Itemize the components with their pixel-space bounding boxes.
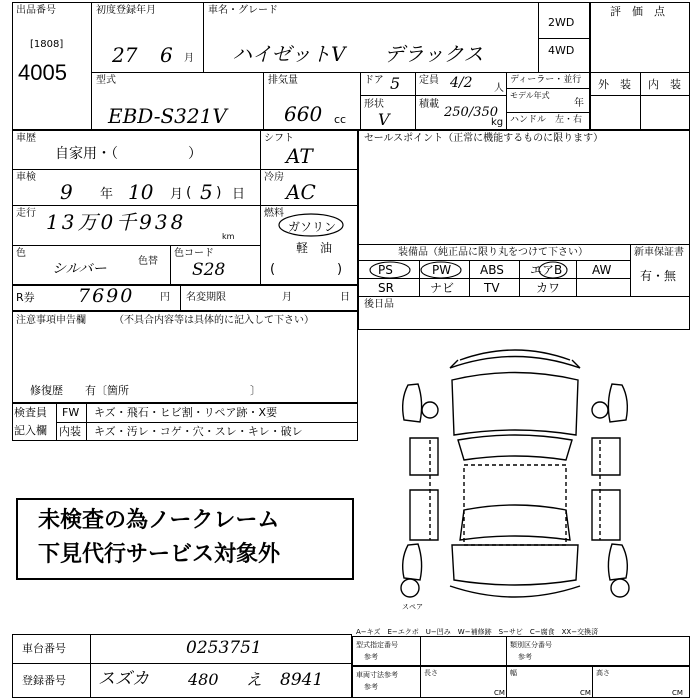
equip-abs: ABS	[480, 263, 504, 277]
shift-label: シフト	[264, 133, 294, 144]
color-label: 色	[16, 248, 26, 259]
first-reg-month-unit: 月	[184, 53, 194, 64]
inspection-day: 5	[200, 180, 213, 204]
recycle-row	[12, 285, 358, 311]
car-grade: デラックス	[384, 42, 484, 66]
size-height-label: 高さ	[596, 669, 610, 677]
equip-sr: SR	[378, 281, 394, 295]
model-year-label: モデル年式	[510, 91, 550, 100]
recycle-label: R券	[16, 291, 35, 304]
notice-line-2: 下見代行サービス対象外	[38, 542, 281, 567]
exterior-label: 外 装	[598, 78, 631, 91]
door-label: ドア	[364, 75, 384, 86]
mileage-label: 走行	[16, 208, 36, 219]
equip-ps: PS	[378, 263, 393, 277]
lot-label: 出品番号	[16, 5, 56, 16]
equip-tv: TV	[484, 281, 500, 295]
inspector-entry-label: 記入欄	[14, 424, 47, 437]
inspector-fw-text: キズ・飛石・ヒビ割・リペア跡・X要	[94, 406, 278, 419]
model-value: EBD-S321V	[108, 104, 227, 128]
mileage-unit: km	[222, 232, 235, 241]
recycle-unit: 円	[160, 292, 170, 303]
model-designation-label: 型式指定番号	[356, 641, 398, 649]
equip-navi: ナビ	[430, 281, 455, 295]
repair-history: 修復歴 有〔箇所 〕	[30, 384, 261, 397]
capacity-label: 定員	[419, 75, 439, 86]
inspection-month: 10	[128, 180, 154, 204]
eval-label: 評 価 点	[610, 5, 665, 18]
car-name: ハイゼットV	[232, 42, 346, 66]
drive-4wd: 4WD	[548, 44, 575, 57]
first-reg-month: 6	[160, 43, 173, 67]
fuel-gasoline: ガソリン	[288, 220, 337, 234]
name-change-month: 月	[282, 292, 292, 303]
inspection-year-unit: 年	[100, 187, 114, 202]
sales-section	[358, 130, 690, 330]
equipment-circle-marks	[364, 259, 578, 281]
fuel-circle-mark	[276, 212, 346, 238]
dealer-label: ディーラー・並行	[510, 75, 582, 85]
plate-kana: え	[246, 670, 263, 689]
displacement-value: 660	[284, 102, 323, 126]
displacement-unit: cc	[334, 113, 347, 126]
name-change-label: 名変期限	[186, 292, 226, 303]
new-car-warranty-label: 新車保証書	[634, 247, 684, 258]
sales-label: セールスポイント（正常に機能するものに限ります）	[364, 133, 604, 144]
notes-sub: （不具合内容等は具体的に記入して下さい）	[114, 315, 314, 326]
plate-class: 480	[188, 670, 219, 689]
size-width-unit: CM	[580, 689, 591, 697]
equipment-title: 装備品（純正品に限り丸をつけて下さい）	[398, 247, 588, 258]
class-number-label: 類別区分番号	[510, 641, 552, 649]
size-width-label: 幅	[510, 669, 517, 677]
vehicle-size-sub: 参考	[364, 683, 378, 691]
door-value: 5	[390, 74, 401, 93]
damage-legend: A−キズ E−エクボ U−凹み W−補修跡 S−サビ C−腐食 XX−交換済	[356, 628, 599, 636]
shape-label: 形状	[364, 99, 384, 110]
new-car-warranty-value: 有・無	[640, 269, 677, 283]
name-change-day: 日	[340, 292, 350, 303]
color-code-value: S28	[192, 260, 226, 280]
interior-label: 内 装	[648, 78, 681, 91]
recycle-value: 7690	[78, 285, 135, 307]
lot-sub: [1808]	[30, 39, 64, 50]
history-label: 車歴	[16, 133, 36, 144]
first-reg-label: 初度登録年月	[96, 5, 156, 16]
fuel-label: 燃料	[264, 208, 284, 219]
plate-region: スズカ	[98, 669, 149, 689]
plate-label: 登録番号	[22, 674, 66, 687]
equip-leather: カワ	[536, 281, 561, 295]
inspector-label: 検査員	[14, 406, 47, 419]
spare-tire-label: スペア	[402, 603, 423, 611]
size-length-unit: CM	[494, 689, 505, 697]
handle-label: ハンドル 左・右	[510, 115, 583, 125]
shift-value: AT	[286, 144, 313, 168]
first-reg-year: 27	[112, 43, 138, 67]
load-unit: kg	[491, 117, 504, 128]
chassis-value: 0253751	[186, 638, 262, 658]
load-value: 250/350	[444, 105, 499, 120]
inspection-label: 車検	[16, 172, 36, 183]
model-designation-sub: 参考	[364, 653, 378, 661]
chassis-label: 車台番号	[22, 642, 66, 655]
notes-label: 注意事項申告欄	[16, 315, 86, 326]
capacity-value: 4/2	[450, 75, 473, 91]
inspector-interior: 内装	[59, 425, 81, 438]
rear-items-label: 後日品	[364, 299, 394, 310]
lot-number: 4005	[18, 60, 67, 85]
color-change-label: 色替	[138, 256, 158, 267]
inspection-day-unit: 日	[232, 187, 246, 202]
mileage-value: 13万0千938	[46, 210, 187, 234]
fuel-diesel: 軽 油	[296, 241, 333, 255]
displacement-label: 排気量	[268, 75, 298, 86]
name-label: 車名・グレード	[208, 5, 278, 16]
aircon-value: AC	[286, 180, 316, 204]
shape-value: V	[378, 110, 390, 129]
history-value: 自家用・（ ）	[55, 146, 202, 162]
equip-aw: AW	[592, 263, 612, 277]
color-value: シルバー	[52, 261, 107, 277]
class-number-sub: 参考	[518, 653, 532, 661]
model-label: 型式	[96, 75, 116, 86]
notice-line-1: 未検査の為ノークレーム	[38, 508, 280, 533]
notice-stamp	[16, 498, 354, 580]
size-length-label: 長さ	[424, 669, 438, 677]
capacity-unit: 人	[494, 83, 504, 94]
inspector-interior-text: キズ・汚レ・コゲ・穴・スレ・キレ・破レ	[94, 425, 303, 438]
load-label: 積載	[419, 99, 439, 110]
aircon-label: 冷房	[264, 172, 284, 183]
inspection-month-unit: 月	[170, 187, 184, 202]
plate-number: 8941	[280, 670, 324, 690]
vehicle-size-label: 車両寸法参考	[356, 671, 398, 679]
equip-pw: PW	[432, 263, 452, 277]
vehicle-size-box	[352, 666, 690, 698]
equip-airbag: エアB	[530, 263, 563, 277]
car-damage-diagram	[390, 340, 640, 610]
drive-2wd: 2WD	[548, 16, 575, 29]
model-year-unit: 年	[574, 98, 584, 109]
inspector-fw: FW	[62, 406, 80, 419]
size-height-unit: CM	[672, 689, 683, 697]
inspection-year: 9	[60, 180, 73, 204]
color-code-label: 色コード	[174, 248, 214, 259]
auction-sheet: 出品番号 [1808] 4005 初度登録年月 27 6 月 車名・グレード ハイゼットV デラックス 2WD 4WD 評 価 点 型式 EBD-S321V 排気量 660 cc ドア 5 定員 4/2 人 形状 V 積載 250/350 kg ディーラー・並行 モデル年式 年 ハンドル 左・右 外 装 内 装 車歴 自家用・（ ） シフト AT 車検 9 年 10 月 ( 5 ) 日 冷房 AC 走行 13万0千938 km 燃料 ガソリン 軽 油 色 シルバー 色替 色コード S28 ( ) セールスポイント（正常に機能するものに限ります） 装備品（純正品に限り丸をつけて下さい） 新車保証書 有・無 PS PW ABS エアB AW SR ナビ TV カワ 後日品 R券 7690 円 名変期限 月 日 注意事項申告欄 （不具合内容等は具体的に記入して下さい） 修復歴 有〔箇所 〕 検査員 記入欄 FW キズ・飛石・ヒビ割・リペア跡・X要 内装 キズ・汚レ・コゲ・穴・スレ・キレ・破レ 未検査の為ノークレーム 下見代行サービス対象外 スペア A−キズ E−エクボ U−凹み W−補修跡 S−サビ C−腐食 XX−交換済 車台番号 0253751 登録番号 スズカ 480 え 8941 型式指定番号 参考 類別区分番号 参考 車両寸法参考 参考 長さ CM 幅 CM 高さ CM	[0, 0, 700, 700]
